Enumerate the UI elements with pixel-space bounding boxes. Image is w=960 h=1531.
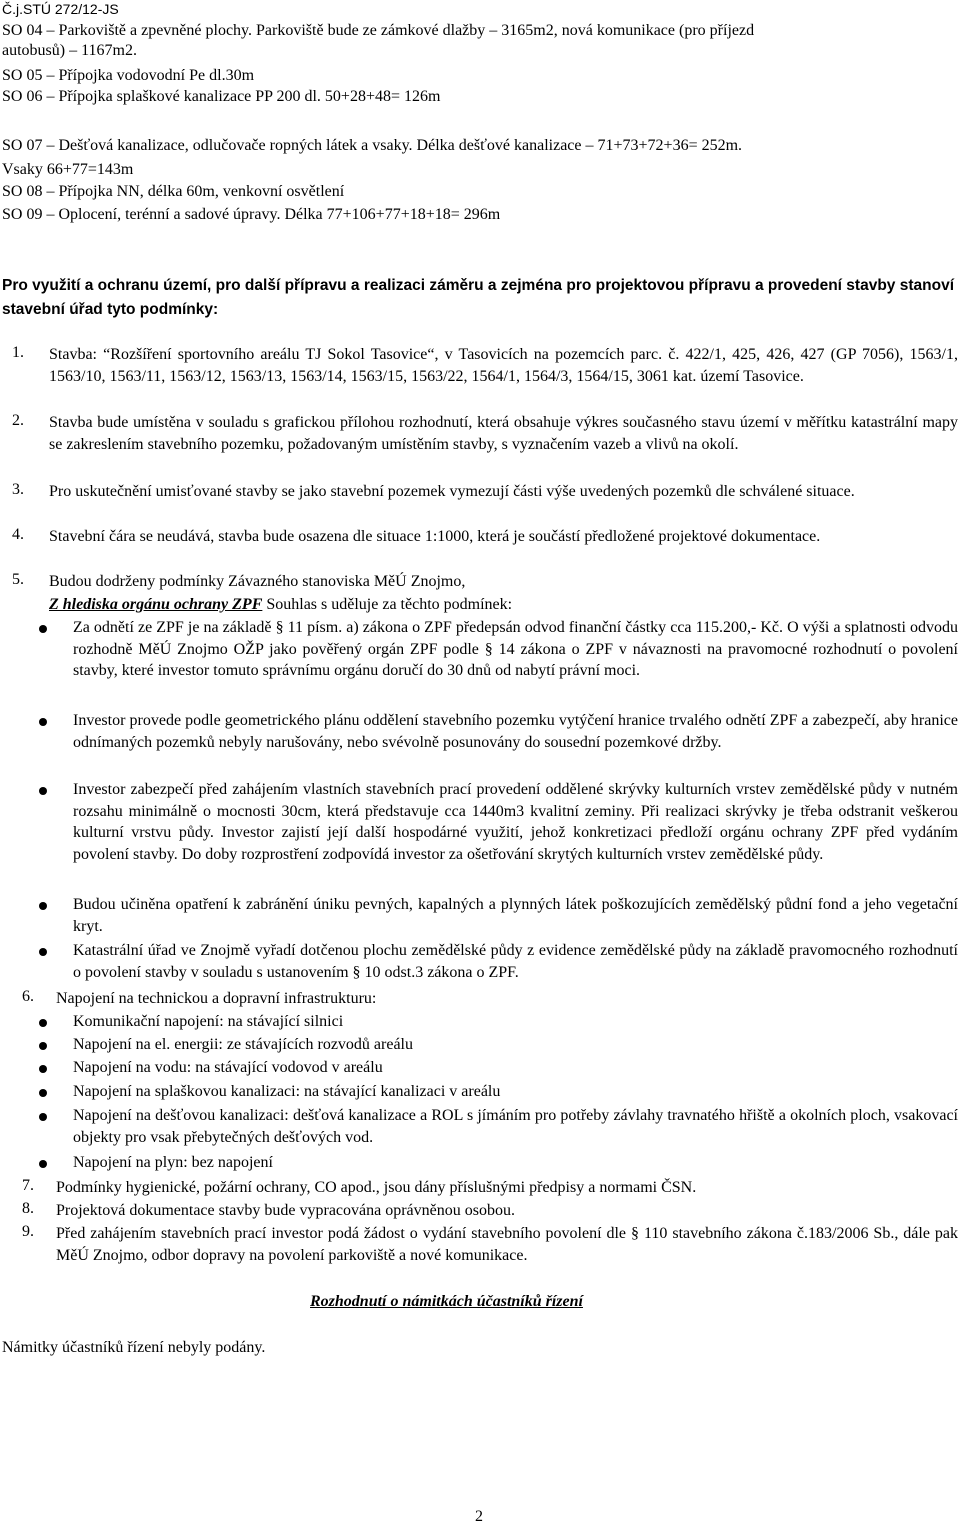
- condition-text: Stavební čára se neudává, stavba bude osazena dle situace 1:1000, která je součástí předložené projektové dokumentace.: [49, 528, 821, 545]
- bullet-text: Napojení na splaškovou kanalizaci: na stávající kanalizaci v areálu: [73, 1083, 501, 1100]
- reference-number: Č.j.STÚ 272/12-JS: [2, 1, 119, 17]
- condition-number: 7.: [22, 1177, 34, 1194]
- bullet-icon: [39, 1160, 47, 1168]
- condition-number: 4.: [12, 526, 24, 543]
- condition-text: Pro uskutečnění umisťované stavby se jako stavební pozemek vymezují části výše uvedených pozemků dle schválené situace.: [49, 483, 855, 500]
- bullet-icon: [39, 1113, 47, 1121]
- bullet-icon: [39, 1065, 47, 1073]
- so-line: SO 06 – Přípojka splaškové kanalizace PP 200 dl. 50+28+48= 126m: [2, 88, 441, 105]
- so-line: SO 09 – Oplocení, terénní a sadové úpravy. Délka 77+106+77+18+18= 296m: [2, 206, 501, 223]
- bullet-text: Katastrální úřad ve Znojmě vyřadí dotčenou plochu zemědělské půdy z evidence zemědělské půdy na základě pravomocného rozhodnutí o povolení stavby v souladu s ustanovením § 10 odst.3 zákona o ZPF.: [73, 942, 958, 981]
- bullet-text: Napojení na dešťovou kanalizaci: dešťová kanalizace a ROL s jímáním pro potřeby závlahy travnatého hřiště a okolních ploch, vsakovací objekty pro vsak přebytečných dešťových vod.: [73, 1107, 958, 1146]
- condition-text: Stavba bude umístěna v souladu s grafickou přílohou rozhodnutí, která obsahuje výkres současného stavu území v měřítku katastrální mapy se zakreslením stavebního pozemku, požadovaným umístěním stavby, s vyznačením vazeb a vlivů na okolí.: [49, 414, 958, 453]
- objections-heading: Rozhodnutí o námitkách účastníků řízení: [310, 1293, 583, 1310]
- condition-number: 2.: [12, 412, 24, 429]
- condition-number: 1.: [12, 344, 24, 361]
- condition-number: 3.: [12, 481, 24, 498]
- condition-number: 8.: [22, 1200, 34, 1217]
- bullet-icon: [39, 787, 47, 795]
- bullet-icon: [39, 1019, 47, 1027]
- bullet-text: Za odnětí ze ZPF je na základě § 11 písm. a) zákona o ZPF předepsán odvod finanční částky cca 115.200,- Kč. O výši a splatnosti odvodu rozhodně MěÚ Znojmo OŽP jako pověřený orgán ZPF podle § 14 zákona o ZPF v návaznosti na pravomocné rozhodnutí o povolení stavby, které investor tomuto správnímu orgánu doručí do 30 dnů od nabytí právní moci.: [73, 619, 958, 679]
- so-line: autobusů) – 1167m2.: [2, 42, 137, 59]
- bullet-text: Napojení na vodu: na stávající vodovod v areálu: [73, 1059, 383, 1076]
- bullet-text: Investor zabezpečí před zahájením vlastních stavebních prací provedení oddělené skrývky kulturních vrstev zemědělské půdy v nutném rozsahu minimálně o mocnosti 30cm, která představuje cca 1440m3 kvalitní zeminy. Při realizaci skrývky je třeba odstranit veškerou kulturní vrstvu půdy. Investor zajistí její další hospodárné využití, jehož konkretizaci předloží orgánu ochrany ZPF před vydáním povolení stavby. Do doby rozprostření zodpovídá investor za ošetřování skrytých kulturních vrstev zemědělské půdy.: [73, 781, 958, 863]
- condition-text: Před zahájením stavebních prací investor podá žádost o vydání stavebního povolení dle § 110 stavebního zákona č.183/2006 Sb., dále pak MěÚ Znojmo, odbor dopravy na povolení parkoviště a nové komunikace.: [56, 1225, 958, 1264]
- condition-text: Stavba: “Rozšíření sportovního areálu TJ Sokol Tasovice“, v Tasovicích na pozemcích parc. č. 422/1, 425, 426, 427 (GP 7056), 1563/1, 1563/10, 1563/11, 1563/12, 1563/13, 1563/14, 1563/15, 1563/22, 1564/1, 1564/3, 1564/15, 3061 kat. území Tasovice.: [49, 346, 958, 385]
- bullet-text: Investor provede podle geometrického plánu oddělení stavebního pozemku vytýčení hranice trvalého odnětí ZPF a zabezpečí, aby hranice odnímaných pozemků nebyly narušovány, nebo svévolně posunovány do sousední pozemkové držby.: [73, 712, 958, 751]
- conditions-intro: Pro využití a ochranu území, pro další přípravu a realizaci záměru a zejména pro projektovou přípravu a provedení stavby stanoví stavební úřad tyto podmínky:: [2, 277, 954, 318]
- bullet-text: Budou učiněna opatření k zabránění úniku pevných, kapalných a plynných látek poškozujících zemědělský půdní fond a jeho vegetační kryt.: [73, 896, 958, 935]
- bullet-icon: [39, 625, 47, 633]
- zpf-heading-line: [49, 595, 512, 614]
- bullet-icon: [39, 1089, 47, 1097]
- so-line: SO 07 – Dešťová kanalizace, odlučovače ropných látek a vsaky. Délka dešťové kanalizace – 71+73+72+36= 252m.: [2, 137, 743, 154]
- page-number: 2: [475, 1508, 483, 1525]
- condition-text: Podmínky hygienické, požární ochrany, CO apod., jsou dány příslušnými předpisy a normami ČSN.: [56, 1179, 697, 1196]
- condition-number: 6.: [22, 988, 34, 1005]
- objections-text: Námitky účastníků řízení nebyly podány.: [2, 1339, 266, 1356]
- zpf-heading-rest: Souhlas s uděluje za těchto podmínek:: [262, 596, 513, 613]
- bullet-icon: [39, 1042, 47, 1050]
- so-line: Vsaky 66+77=143m: [2, 161, 134, 178]
- condition-number: 5.: [12, 571, 24, 588]
- bullet-icon: [39, 948, 47, 956]
- bullet-text: Komunikační napojení: na stávající silnici: [73, 1013, 344, 1030]
- condition-text: Budou dodrženy podmínky Závazného stanoviska MěÚ Znojmo,: [49, 573, 466, 590]
- bullet-icon: [39, 718, 47, 726]
- bullet-text: Napojení na plyn: bez napojení: [73, 1154, 273, 1171]
- so-line: SO 08 – Přípojka NN, délka 60m, venkovní osvětlení: [2, 183, 345, 200]
- condition-number: 9.: [22, 1223, 34, 1240]
- condition-text: Napojení na technickou a dopravní infrastrukturu:: [56, 990, 377, 1007]
- condition-text: Projektová dokumentace stavby bude vypracována oprávněnou osobou.: [56, 1202, 515, 1219]
- bullet-icon: [39, 902, 47, 910]
- zpf-heading: Z hlediska orgánu ochrany ZPF: [49, 596, 263, 613]
- so-line: SO 04 – Parkoviště a zpevněné plochy. Parkoviště bude ze zámkové dlažby – 3165m2, nová komunikace (pro příjezd: [2, 22, 755, 39]
- bullet-text: Napojení na el. energii: ze stávajících rozvodů areálu: [73, 1036, 413, 1053]
- so-line: SO 05 – Přípojka vodovodní Pe dl.30m: [2, 67, 255, 84]
